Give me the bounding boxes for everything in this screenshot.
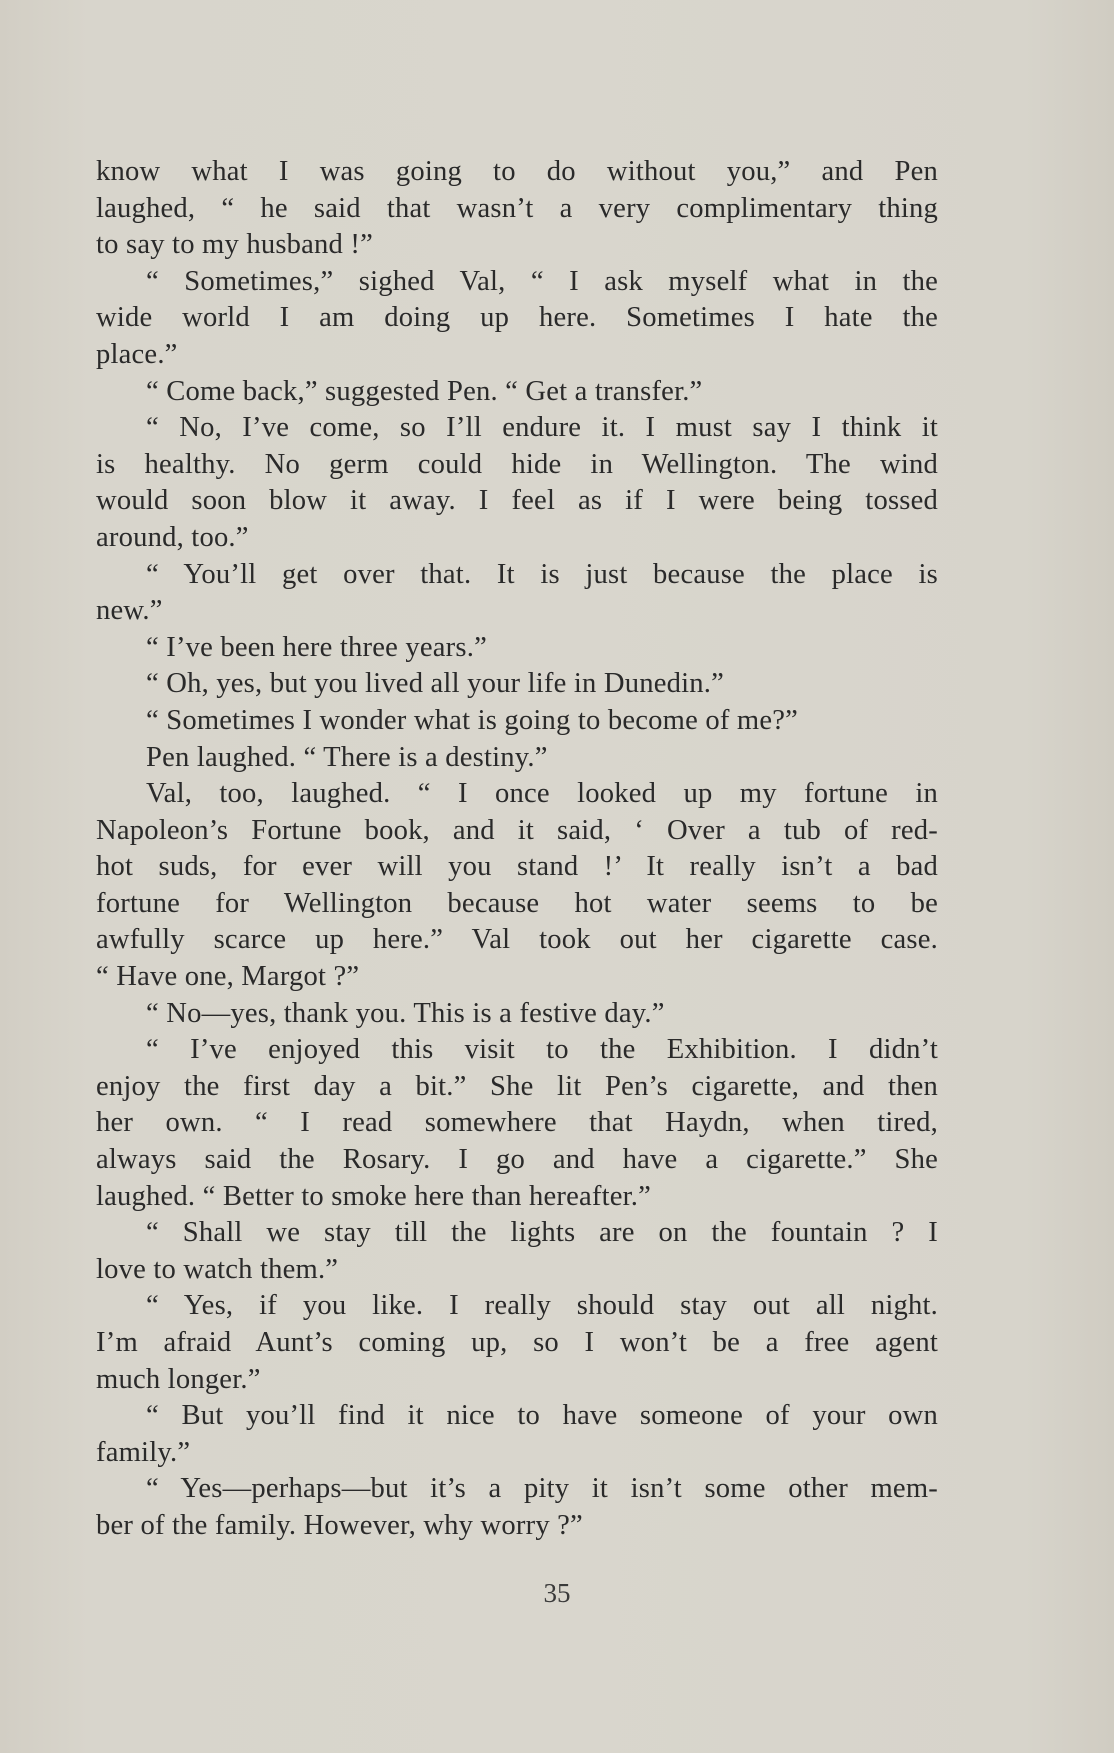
text-line: know what I was going to do without you,” and Pen	[96, 156, 938, 187]
text-line: enjoy the first day a bit.” She lit Pen’s cigarette, and then	[96, 1070, 938, 1102]
text-line: “ Shall we stay till the lights are on the fountain ? I	[146, 1217, 938, 1249]
text-line: laughed. “ Better to smoke here than hereafter.”	[96, 1180, 652, 1212]
text-line: “ Have one, Margot ?”	[96, 961, 360, 993]
text-line: “ I’ve been here three years.”	[146, 631, 487, 663]
text-line: to say to my husband !”	[96, 229, 373, 261]
text-line: “ Sometimes,” sighed Val, “ I ask myself what in the	[146, 265, 938, 297]
text-line: is healthy. No germ could hide in Wellington. The wind	[96, 448, 938, 480]
text-line: hot suds, for ever will you stand !’ It really isn’t a bad	[96, 851, 938, 883]
text-line: new.”	[96, 595, 163, 627]
text-line: would soon blow it away. I feel as if I were being tossed	[96, 485, 938, 517]
text-line: Napoleon’s Fortune book, and it said, ‘ Over a tub of red-	[96, 814, 938, 846]
text-line: ber of the family. However, why worry ?”	[96, 1509, 583, 1541]
text-line: much longer.”	[96, 1363, 261, 1395]
text-line: place.”	[96, 338, 178, 370]
text-line: fortune for Wellington because hot water seems to be	[96, 887, 938, 919]
text-line: “ You’ll get over that. It is just because the place is	[146, 558, 938, 590]
body-text	[96, 154, 938, 1545]
text-line: “ Yes—perhaps—but it’s a pity it isn’t some other mem-	[146, 1473, 938, 1505]
text-line: always said the Rosary. I go and have a cigarette.” She	[96, 1144, 938, 1176]
text-line: Val, too, laughed. “ I once looked up my fortune in	[146, 778, 938, 810]
text-line: “ Come back,” suggested Pen. “ Get a transfer.”	[146, 375, 703, 407]
text-line: “ Oh, yes, but you lived all your life in Dunedin.”	[146, 668, 724, 700]
page-number: 35	[543, 1578, 571, 1608]
text-line: “ No—yes, thank you. This is a festive day.”	[146, 997, 665, 1029]
text-line: “ But you’ll find it nice to have someone of your own	[146, 1400, 938, 1432]
text-line: “ Yes, if you like. I really should stay out all night.	[146, 1290, 938, 1322]
text-line: around, too.”	[96, 521, 249, 553]
text-line: I’m afraid Aunt’s coming up, so I won’t be a free agent	[96, 1327, 938, 1358]
text-line: family.”	[96, 1436, 191, 1468]
text-line: “ Sometimes I wonder what is going to become of me?”	[146, 704, 798, 736]
text-line: wide world I am doing up here. Sometimes I hate the	[96, 302, 938, 334]
text-line: her own. “ I read somewhere that Haydn, when tired,	[96, 1107, 938, 1139]
text-line: laughed, “ he said that wasn’t a very complimentary thing	[96, 192, 938, 224]
text-line: “ I’ve enjoyed this visit to the Exhibition. I didn’t	[146, 1034, 938, 1066]
text-line: Pen laughed. “ There is a destiny.”	[146, 741, 548, 773]
text-line: awfully scarce up here.” Val took out her cigarette case.	[96, 924, 938, 956]
text-line: love to watch them.”	[96, 1253, 339, 1285]
text-line: “ No, I’ve come, so I’ll endure it. I must say I think it	[146, 412, 938, 444]
